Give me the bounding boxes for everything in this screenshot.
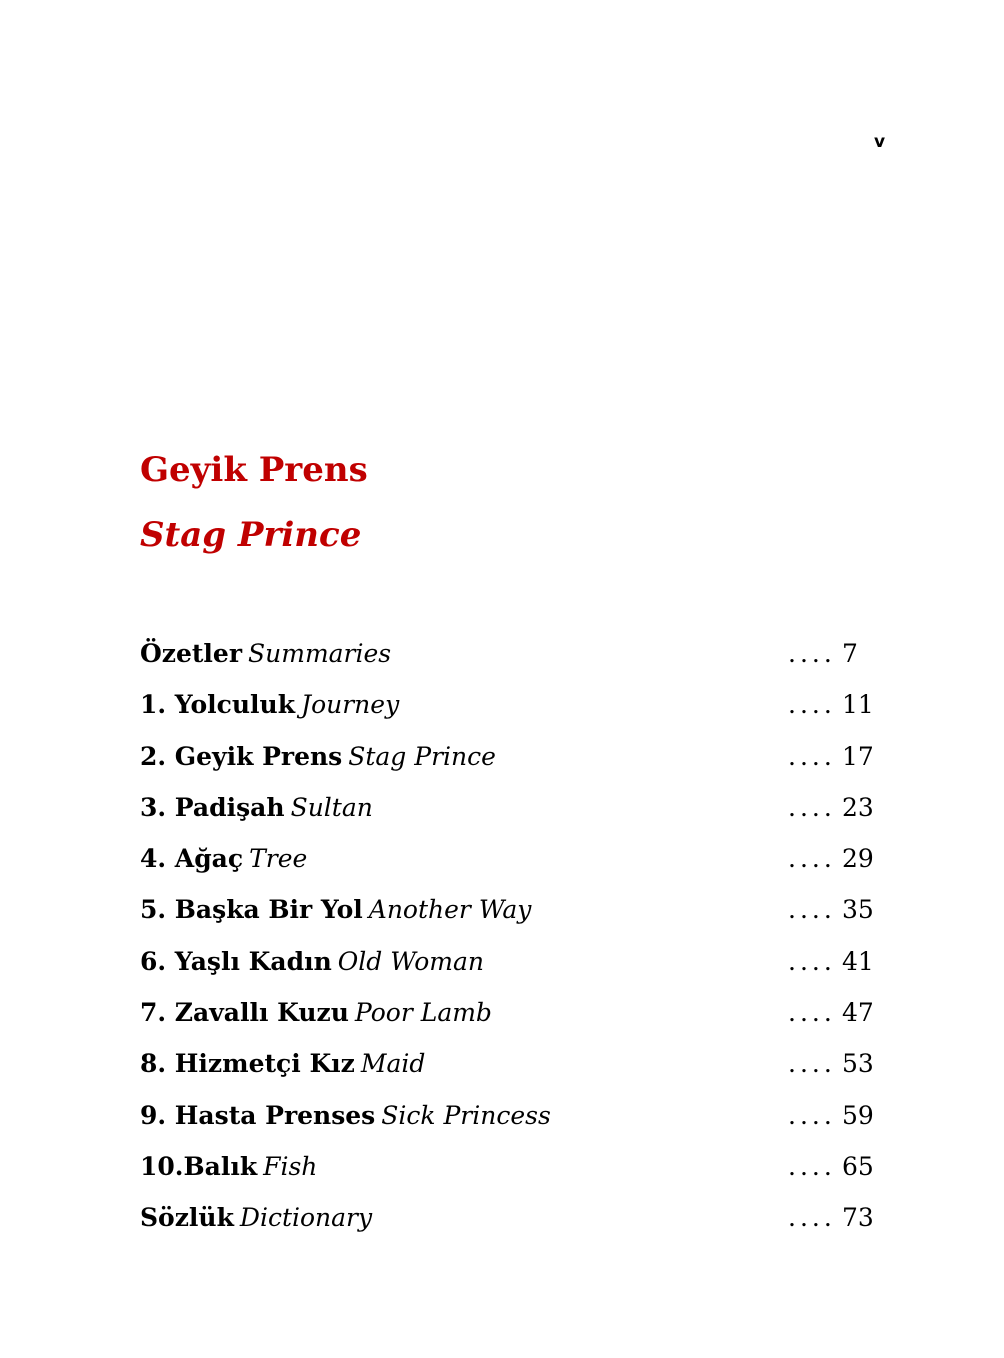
toc-entry-turkish: 9. Hasta Prenses: [140, 1100, 376, 1130]
toc-entry[interactable]: [140, 1046, 880, 1097]
toc-page-number: 59: [842, 1100, 874, 1130]
table-of-contents: [140, 636, 880, 1252]
toc-leader: ....: [788, 895, 836, 925]
toc-entry-turkish: 6. Yaşlı Kadın: [140, 946, 332, 976]
toc-leader: ....: [788, 690, 836, 720]
toc-leader: ....: [788, 639, 836, 668]
toc-leader: ....: [788, 1203, 836, 1233]
toc-entry[interactable]: [140, 841, 880, 892]
toc-leader: ....: [788, 998, 836, 1028]
toc-entry-turkish: 8. Hizmetçi Kız: [140, 1049, 355, 1079]
toc-entry-english: Dictionary: [239, 1203, 373, 1233]
page-number: v: [874, 132, 886, 152]
toc-leader: ....: [788, 844, 836, 874]
toc-leader: ....: [788, 741, 836, 771]
book-title-english: Stag Prince: [140, 515, 362, 555]
toc-entry-english: Old Woman: [337, 946, 484, 976]
toc-page-number: 23: [842, 792, 874, 822]
toc-entry-english: Stag Prince: [348, 741, 496, 771]
toc-entry-english: Another Way: [368, 895, 532, 925]
toc-entry[interactable]: [140, 790, 880, 841]
toc-page-number: 35: [842, 895, 874, 925]
toc-page-number: 29: [842, 844, 874, 874]
toc-entry-english: Sultan: [290, 792, 373, 822]
toc-entry[interactable]: [140, 636, 880, 687]
toc-entry-english: Sick Princess: [381, 1100, 551, 1130]
toc-entry-english: Tree: [249, 844, 308, 874]
toc-entry[interactable]: [140, 995, 880, 1046]
toc-page-number: 73: [842, 1203, 874, 1233]
toc-entry-turkish: Sözlük: [140, 1203, 234, 1233]
toc-leader: ....: [788, 1049, 836, 1079]
toc-page-number: 11: [842, 690, 874, 720]
toc-entry-turkish: 7. Zavallı Kuzu: [140, 998, 349, 1028]
toc-leader: ....: [788, 792, 836, 822]
toc-entry-english: Summaries: [248, 639, 392, 668]
toc-entry[interactable]: [140, 739, 880, 790]
toc-entry[interactable]: [140, 1098, 880, 1149]
toc-leader: ....: [788, 1151, 836, 1181]
toc-entry-turkish: Özetler: [140, 639, 243, 668]
toc-entry-turkish: 3. Padişah: [140, 792, 285, 822]
toc-entry[interactable]: [140, 1149, 880, 1200]
toc-entry[interactable]: [140, 944, 880, 995]
toc-leader: ....: [788, 946, 836, 976]
toc-entry[interactable]: [140, 1200, 880, 1251]
toc-entry-english: Maid: [360, 1049, 426, 1079]
toc-entry-turkish: 1. Yolculuk: [140, 690, 296, 720]
toc-page-number: 47: [842, 998, 874, 1028]
book-title-turkish: Geyik Prens: [140, 450, 368, 490]
toc-page-number: 41: [842, 946, 874, 976]
toc-entry[interactable]: [140, 892, 880, 943]
toc-entry-turkish: 2. Geyik Prens: [140, 741, 343, 771]
toc-entry-english: Journey: [301, 690, 400, 720]
toc-entry-english: Poor Lamb: [354, 998, 492, 1028]
toc-page-number: 53: [842, 1049, 874, 1079]
toc-page-number: 17: [842, 741, 874, 771]
toc-page-number: 65: [842, 1151, 874, 1181]
toc-entry-english: Fish: [263, 1151, 318, 1181]
toc-entry-turkish: 5. Başka Bir Yol: [140, 895, 363, 925]
toc-page-number: 7: [842, 639, 858, 668]
toc-entry[interactable]: [140, 687, 880, 738]
toc-entry-turkish: 10.Balık: [140, 1151, 258, 1181]
toc-leader: ....: [788, 1100, 836, 1130]
toc-entry-turkish: 4. Ağaç: [140, 844, 244, 874]
